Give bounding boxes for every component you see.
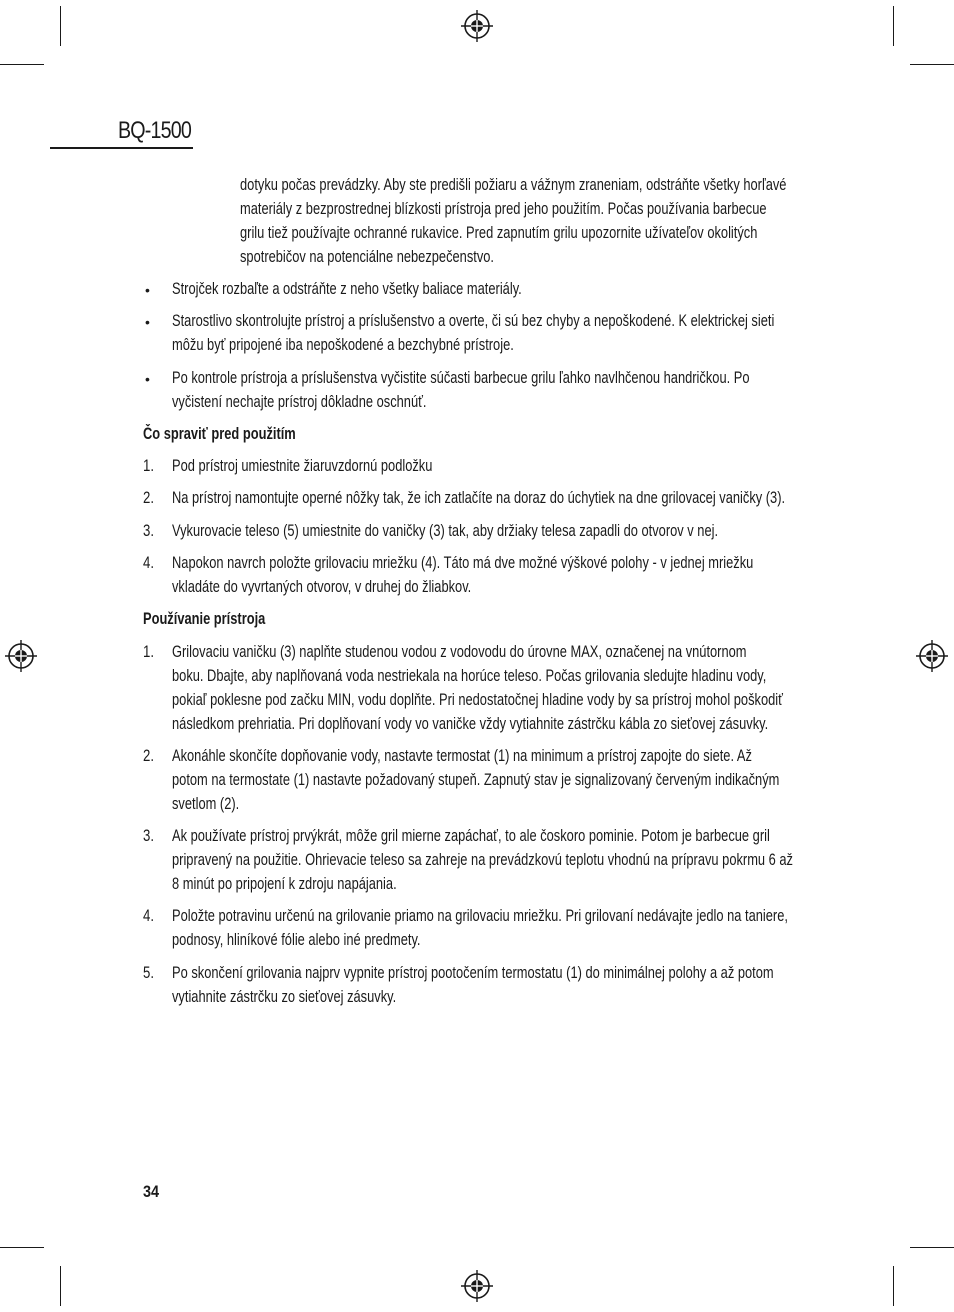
bullet-line: Po kontrole prístroja a príslušenstva vyčistite súčasti barbecue grilu ľahko navlhčenou handričkou. Po	[172, 369, 750, 387]
list-number: 1.	[143, 457, 155, 475]
list-item-line: Vykurovacie teleso (5) umiestnite do vaničky (3) tak, aby držiaky telesa zapadli do otvorov v nej.	[172, 522, 719, 540]
intro-line: materiály z bezprostrednej blízkosti prístroja pred jeho použitím. Počas používania barbecue	[240, 200, 767, 218]
list-item-line: 8 minút po pripojení k zdroju napájania.	[172, 875, 397, 893]
list-item-line: Grilovaciu vaničku (3) naplňte studenou vodou z vodovodu do úrovne MAX, označenej na vnútornom	[172, 643, 747, 661]
list-number: 1.	[143, 643, 155, 661]
crop-mark	[893, 6, 894, 46]
list-item-line: Napokon navrch položte grilovaciu mriežku (4). Táto má dve možné výškové polohy - v jednej mriežku	[172, 554, 754, 572]
list-item-line: Po skončení grilovania najprv vypnite prístroj pootočením termostatu (1) do minimálnej polohy a až potom	[172, 964, 774, 982]
crop-mark	[60, 1266, 61, 1306]
list-item-line: vytiahnite zástrčku zo sieťovej zásuvky.	[172, 988, 397, 1006]
header-rule	[50, 147, 193, 149]
list-item-line: Akonáhle skončíte dopňovanie vody, nastavte termostat (1) na minimum a prístroj zapojte do siete. Až	[172, 747, 752, 765]
list-item-line: potom na termostate (1) nastavte požadovaný stupeň. Zapnutý stav je signalizovaný červeným indikačným	[172, 771, 780, 789]
list-item-line: následkom prehriatia. Pri doplňovaní vody vo vaničke vždy vytiahnite zástrčku kábla zo sieťovej zásuvky.	[172, 715, 769, 733]
list-item-line: Ak používate prístroj prvýkrát, môže gril mierne zapáchať, to ale čoskoro pominie. Potom je barbecue gril	[172, 827, 770, 845]
crop-mark	[910, 1247, 954, 1248]
registration-mark-icon	[460, 1269, 494, 1303]
page-number: 34	[143, 1182, 160, 1201]
crop-mark	[893, 1266, 894, 1306]
intro-line: dotyku počas prevádzky. Aby ste predišli požiaru a vážnym zraneniam, odstráňte všetky horľavé	[240, 176, 787, 194]
crop-mark	[60, 6, 61, 46]
bullet-line: Starostlivo skontrolujte prístroj a príslušenstvo a overte, či sú bez chyby a nepoškodené. K elektrickej sieti	[172, 312, 775, 330]
bullet-marker: •	[145, 282, 150, 298]
list-number: 2.	[143, 747, 155, 765]
intro-line: spotrebičov na potenciálne nebezpečenstvo.	[240, 248, 495, 266]
crop-mark	[910, 64, 954, 65]
registration-mark-icon	[4, 639, 38, 673]
crop-mark	[0, 64, 44, 65]
list-number: 4.	[143, 907, 155, 925]
list-number: 3.	[143, 522, 155, 540]
list-item-line: pokiaľ poklesne pod začku MIN, vodu doplňte. Pri nedostatočnej hladine vody by sa prístroj mohol poškodiť	[172, 691, 783, 709]
list-number: 4.	[143, 554, 155, 572]
crop-mark	[0, 1247, 44, 1248]
list-number: 5.	[143, 964, 155, 982]
list-item-line: Na prístroj namontujte operné nôžky tak, že ich zatlačíte na doraz do úchytiek na dne grilovacej vaničky (3).	[172, 489, 786, 507]
intro-line: grilu tiež používajte ochranné rukavice. Pred zapnutím grilu upozornite užívateľov okolitých	[240, 224, 758, 242]
list-item-line: boku. Dbajte, aby naplňovaná voda nestriekala na horúce teleso. Počas grilovania sledujte hladinu vody,	[172, 667, 767, 685]
list-number: 3.	[143, 827, 155, 845]
list-item-line: Pod prístroj umiestnite žiaruvzdornú podložku	[172, 457, 433, 475]
list-item-line: vkladáte do vyvrtaných otvorov, v druhej do žliabkov.	[172, 578, 472, 596]
bullet-marker: •	[145, 314, 150, 330]
registration-mark-icon	[915, 639, 949, 673]
list-number: 2.	[143, 489, 155, 507]
section-heading: Čo spraviť pred použitím	[143, 425, 296, 443]
section-heading: Používanie prístroja	[143, 610, 266, 628]
bullet-marker: •	[145, 371, 150, 387]
list-item-line: svetlom (2).	[172, 795, 240, 813]
registration-mark-icon	[460, 9, 494, 43]
bullet-line: Strojček rozbaľte a odstráňte z neho všetky baliace materiály.	[172, 280, 522, 298]
bullet-line: vyčistení nechajte prístroj dôkladne oschnúť.	[172, 393, 427, 411]
list-item-line: Položte potravinu určenú na grilovanie priamo na grilovaciu mriežku. Pri grilovaní nedávajte jedlo na taniere,	[172, 907, 788, 925]
model-title: BQ-1500	[118, 117, 192, 144]
bullet-line: môžu byť pripojené iba nepoškodené a bezchybné prístroje.	[172, 336, 514, 354]
list-item-line: pripravený na použitie. Ohrievacie teleso sa zahreje na prevádzkovú teplotu vhodnú na prípravu pokrmu 6 až	[172, 851, 793, 869]
list-item-line: podnosy, hliníkové fólie alebo iné predmety.	[172, 931, 421, 949]
